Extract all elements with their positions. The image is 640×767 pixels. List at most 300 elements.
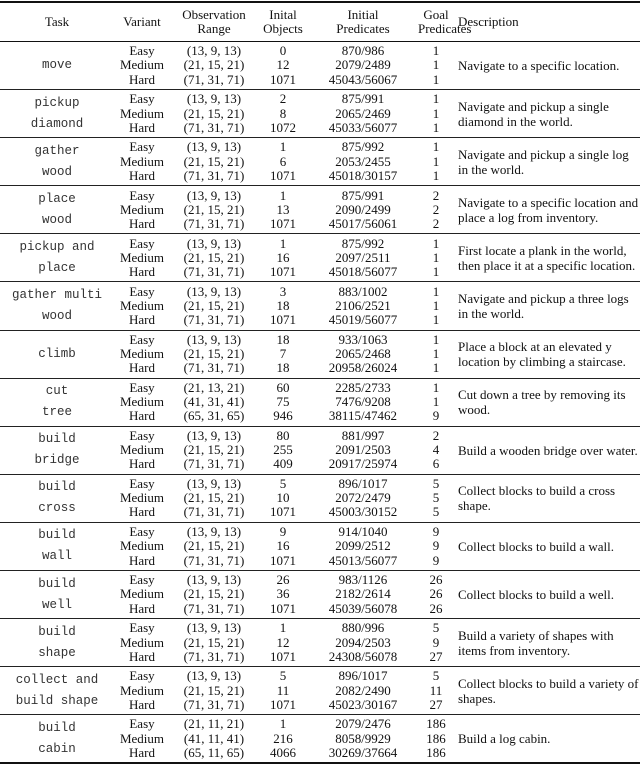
goal-predicates-cell: [418, 667, 454, 715]
initial-predicates-value: 875/991: [341, 91, 385, 107]
description-cell: Build a variety of shapes with items from inventory.: [458, 627, 614, 658]
observation-range-value: (71, 31, 71): [183, 119, 245, 135]
header-line: Predicates: [418, 21, 472, 36]
initial-objects-cell: [258, 234, 308, 282]
initial-predicates-cell: [308, 426, 418, 474]
goal-predicates-value: 2: [432, 201, 440, 217]
initial-predicates-value: 2065/2468: [335, 346, 391, 361]
task-cell: [0, 522, 114, 570]
initial-predicates-cell: [308, 186, 418, 234]
task-cell: [0, 282, 114, 330]
initial-predicates-value: 883/1002: [338, 283, 388, 299]
table-row: [0, 330, 640, 378]
variant-label: Hard: [129, 264, 155, 280]
initial-objects-value: 1071: [270, 600, 296, 616]
initial-objects-value: 1: [279, 620, 287, 636]
observation-range-cell: [170, 667, 258, 715]
header-row: [0, 2, 640, 42]
goal-predicates-cell: [418, 138, 454, 186]
description-cell: First locate a plank in the world, then place it at a specific location.: [458, 242, 636, 273]
variant-label: Medium: [119, 634, 165, 650]
observation-range-value: (13, 9, 13): [186, 668, 242, 684]
initial-predicates-value: 45018/30157: [328, 167, 398, 183]
goal-predicates-value: 1: [432, 153, 440, 169]
initial-predicates-value: 2285/2733: [335, 379, 391, 395]
initial-predicates-cell: [308, 474, 418, 522]
variant-label: Medium: [119, 346, 165, 361]
table-row: [0, 619, 640, 667]
initial-predicates-value: 2099/2512: [335, 538, 391, 554]
variant-label: Hard: [129, 504, 155, 520]
initial-predicates-cell: [308, 138, 418, 186]
task-cell: [0, 571, 114, 619]
task-cell: [0, 619, 114, 667]
observation-range-cell: [170, 474, 258, 522]
goal-predicates-value: 1: [432, 105, 440, 121]
task-cell: [0, 667, 114, 715]
observation-range-cell: [170, 138, 258, 186]
variant-label: Medium: [119, 682, 165, 698]
initial-predicates-value: 7476/9208: [335, 394, 391, 410]
goal-predicates-value: 26: [429, 600, 443, 616]
header-line: Observation: [182, 7, 246, 22]
variant-label: Easy: [129, 283, 155, 299]
goal-predicates-value: 1: [432, 394, 440, 410]
initial-objects-value: 1072: [270, 119, 296, 135]
variant-label: Medium: [119, 586, 165, 602]
initial-predicates-value: 881/997: [341, 427, 385, 443]
observation-range-value: (41, 11, 41): [183, 730, 245, 746]
initial-objects-value: 1071: [270, 167, 296, 183]
table-row: [0, 378, 640, 426]
initial-objects-value: 5: [279, 668, 287, 684]
table-row: [0, 522, 640, 570]
observation-range-value: (21, 15, 21): [183, 346, 245, 361]
initial-predicates-value: 2079/2489: [335, 57, 391, 73]
variant-label: Easy: [129, 43, 155, 59]
initial-objects-cell: [258, 186, 308, 234]
variant-label: Medium: [119, 490, 165, 506]
variant-label: Hard: [129, 744, 155, 760]
variant-label: Medium: [119, 249, 165, 265]
goal-predicates-cell: [418, 186, 454, 234]
variant-label: Hard: [129, 648, 155, 664]
initial-predicates-cell: [308, 330, 418, 378]
task-name-line: build: [38, 528, 76, 543]
goal-predicates-value: 1: [432, 249, 440, 265]
task-name-line: build shape: [15, 693, 99, 708]
variant-label: Medium: [119, 730, 165, 746]
observation-range-cell: [170, 522, 258, 570]
initial-objects-value: 18: [276, 331, 290, 347]
description-cell: Navigate and pickup a three logs in the world.: [458, 291, 629, 322]
initial-predicates-value: 45003/30152: [328, 504, 398, 520]
observation-range-value: (21, 15, 21): [183, 538, 245, 554]
task-name-line: collect and: [15, 672, 99, 687]
variant-label: Medium: [119, 442, 165, 458]
task-table: [0, 1, 640, 764]
goal-predicates-value: 1: [432, 346, 440, 361]
variant-label: Hard: [129, 119, 155, 135]
goal-predicates-cell: [418, 715, 454, 763]
initial-predicates-value: 38115/47462: [328, 408, 398, 424]
initial-objects-value: 1: [279, 187, 287, 203]
initial-predicates-cell: [308, 715, 418, 763]
header-line: Range: [197, 21, 231, 36]
task-name-line: bridge: [34, 453, 80, 468]
header-line: Goal: [423, 7, 449, 22]
initial-predicates-value: 875/992: [341, 235, 385, 251]
header-goal-predicates: [418, 2, 472, 42]
initial-objects-value: 26: [276, 572, 290, 588]
initial-predicates-value: 45017/56061: [328, 215, 398, 231]
table-row: [0, 90, 640, 138]
initial-objects-value: 409: [273, 456, 293, 472]
variant-cell: [114, 186, 170, 234]
goal-predicates-value: 1: [432, 235, 440, 251]
initial-predicates-value: 24308/56078: [328, 648, 398, 664]
task-name-line: cut: [45, 384, 69, 399]
observation-range-value: (71, 31, 71): [183, 456, 245, 472]
variant-label: Medium: [119, 57, 165, 73]
initial-objects-value: 1071: [270, 552, 296, 568]
task-name-line: move: [41, 58, 72, 73]
variant-label: Hard: [129, 408, 155, 424]
initial-predicates-value: 875/991: [341, 187, 385, 203]
task-name-line: build: [38, 480, 76, 495]
header-initial-predicates: [308, 2, 418, 42]
task-name-line: wall: [41, 549, 72, 564]
initial-predicates-cell: [308, 90, 418, 138]
task-cell: [0, 426, 114, 474]
header-variant: Variant: [123, 14, 161, 29]
task-cell: [0, 234, 114, 282]
initial-objects-value: 12: [276, 57, 290, 73]
initial-objects-value: 1071: [270, 648, 296, 664]
initial-objects-value: 6: [279, 153, 287, 169]
table-row: [0, 667, 640, 715]
header-description: Description: [458, 14, 519, 29]
observation-range-value: (41, 31, 41): [183, 394, 245, 410]
variant-label: Easy: [129, 91, 155, 107]
observation-range-value: (71, 31, 71): [183, 648, 245, 664]
variant-cell: [114, 378, 170, 426]
description-cell: Navigate to a specific location.: [458, 58, 620, 74]
goal-predicates-value: 5: [432, 490, 440, 506]
goal-predicates-value: 27: [429, 648, 443, 664]
table-row: [0, 426, 640, 474]
goal-predicates-value: 2: [432, 215, 440, 231]
initial-objects-value: 1071: [270, 312, 296, 328]
initial-predicates-cell: [308, 234, 418, 282]
initial-objects-value: 8: [279, 105, 287, 121]
initial-objects-value: 1: [279, 139, 287, 155]
observation-range-cell: [170, 426, 258, 474]
goal-predicates-value: 1: [432, 57, 440, 73]
variant-label: Easy: [129, 620, 155, 636]
initial-predicates-cell: [308, 667, 418, 715]
variant-cell: [114, 234, 170, 282]
initial-objects-cell: [258, 715, 308, 763]
description-cell: Collect blocks to build a cross shape.: [458, 483, 616, 514]
goal-predicates-value: 1: [432, 119, 440, 135]
variant-label: Easy: [129, 572, 155, 588]
header-observation-range: [170, 2, 258, 42]
description-cell: Collect blocks to build a wall.: [458, 538, 614, 554]
initial-objects-cell: [258, 330, 308, 378]
goal-predicates-value: 1: [432, 331, 440, 347]
description-cell: Collect blocks to build a well.: [458, 587, 614, 603]
variant-label: Hard: [129, 552, 155, 568]
observation-range-cell: [170, 42, 258, 90]
task-name-line: climb: [38, 346, 76, 361]
variant-cell: [114, 619, 170, 667]
goal-predicates-value: 9: [432, 552, 440, 568]
initial-predicates-value: 30269/37664: [328, 744, 398, 760]
variant-cell: [114, 282, 170, 330]
initial-predicates-value: 2079/2476: [335, 716, 391, 732]
observation-range-cell: [170, 234, 258, 282]
goal-predicates-cell: [418, 90, 454, 138]
initial-objects-value: 1071: [270, 504, 296, 520]
observation-range-value: (71, 31, 71): [183, 552, 245, 568]
observation-range-cell: [170, 186, 258, 234]
header-task: Task: [44, 14, 70, 29]
goal-predicates-cell: [418, 234, 454, 282]
table-row: [0, 571, 640, 619]
observation-range-value: (21, 15, 21): [183, 490, 245, 506]
task-name-line: wood: [41, 309, 72, 324]
variant-cell: [114, 522, 170, 570]
variant-label: Medium: [119, 394, 165, 410]
observation-range-value: (13, 9, 13): [186, 524, 242, 540]
initial-objects-value: 946: [273, 408, 293, 424]
observation-range-cell: [170, 330, 258, 378]
variant-cell: [114, 90, 170, 138]
initial-objects-value: 1071: [270, 696, 296, 712]
task-cell: [0, 474, 114, 522]
task-name-line: cross: [38, 501, 76, 516]
initial-predicates-value: 870/986: [341, 43, 385, 59]
goal-predicates-value: 6: [432, 456, 440, 472]
observation-range-value: (65, 11, 65): [183, 744, 245, 760]
variant-label: Medium: [119, 297, 165, 313]
initial-objects-value: 1: [279, 716, 287, 732]
goal-predicates-value: 1: [432, 379, 440, 395]
goal-predicates-value: 186: [426, 716, 446, 732]
initial-predicates-value: 2065/2469: [335, 105, 391, 121]
initial-objects-value: 75: [276, 394, 290, 410]
initial-predicates-value: 875/992: [341, 139, 385, 155]
observation-range-value: (13, 9, 13): [186, 476, 242, 492]
task-cell: [0, 42, 114, 90]
task-name-line: gather: [34, 143, 80, 158]
description-cell: Build a wooden bridge over water.: [458, 442, 638, 458]
initial-objects-value: 255: [273, 442, 293, 458]
observation-range-value: (21, 15, 21): [183, 586, 245, 602]
goal-predicates-cell: [418, 619, 454, 667]
description-cell: Navigate and pickup a single diamond in the world.: [458, 98, 609, 129]
task-name-line: build: [38, 624, 76, 639]
description-cell: Navigate and pickup a single log in the world.: [458, 146, 629, 177]
task-name-line: gather multi: [11, 288, 102, 303]
header-line: Inital: [269, 7, 297, 22]
goal-predicates-value: 1: [432, 71, 440, 87]
goal-predicates-cell: [418, 474, 454, 522]
initial-objects-value: 1071: [270, 71, 296, 87]
observation-range-value: (71, 31, 71): [183, 264, 245, 280]
initial-predicates-value: 880/996: [341, 620, 385, 636]
initial-predicates-value: 983/1126: [338, 572, 388, 588]
variant-cell: [114, 571, 170, 619]
task-cell: [0, 138, 114, 186]
table-body: [0, 42, 640, 763]
table-row: [0, 474, 640, 522]
header-line: Predicates: [336, 21, 390, 36]
initial-objects-value: 80: [276, 427, 290, 443]
goal-predicates-value: 26: [429, 572, 443, 588]
goal-predicates-value: 9: [432, 408, 440, 424]
goal-predicates-value: 27: [429, 696, 443, 712]
goal-predicates-value: 1: [432, 360, 440, 376]
initial-objects-value: 12: [276, 634, 290, 650]
table-row: [0, 234, 640, 282]
observation-range-value: (71, 31, 71): [183, 360, 245, 376]
observation-range-value: (21, 15, 21): [183, 153, 245, 169]
variant-label: Hard: [129, 215, 155, 231]
goal-predicates-value: 186: [426, 730, 446, 746]
table-row: [0, 138, 640, 186]
task-name-line: build: [38, 432, 76, 447]
observation-range-cell: [170, 282, 258, 330]
initial-predicates-value: 45023/30167: [328, 696, 398, 712]
variant-label: Easy: [129, 379, 155, 395]
task-cell: [0, 90, 114, 138]
table-row: [0, 282, 640, 330]
initial-objects-value: 1: [279, 235, 287, 251]
variant-label: Easy: [129, 524, 155, 540]
variant-label: Easy: [129, 235, 155, 251]
initial-predicates-cell: [308, 571, 418, 619]
observation-range-value: (71, 31, 71): [183, 504, 245, 520]
observation-range-value: (21, 15, 21): [183, 57, 245, 73]
variant-label: Easy: [129, 139, 155, 155]
header-line: Initial: [347, 7, 379, 22]
goal-predicates-value: 1: [432, 139, 440, 155]
initial-objects-cell: [258, 474, 308, 522]
initial-predicates-value: 914/1040: [338, 524, 388, 540]
task-name-line: wood: [41, 212, 72, 227]
goal-predicates-cell: [418, 378, 454, 426]
goal-predicates-value: 1: [432, 43, 440, 59]
initial-predicates-value: 45043/56067: [328, 71, 398, 87]
goal-predicates-value: 9: [432, 524, 440, 540]
observation-range-value: (21, 15, 21): [183, 682, 245, 698]
observation-range-cell: [170, 715, 258, 763]
goal-predicates-value: 2: [432, 187, 440, 203]
observation-range-value: (13, 9, 13): [186, 235, 242, 251]
observation-range-value: (71, 31, 71): [183, 71, 245, 87]
goal-predicates-value: 5: [432, 620, 440, 636]
description-cell: Collect blocks to build a variety of shapes.: [458, 675, 639, 706]
observation-range-cell: [170, 90, 258, 138]
observation-range-value: (21, 15, 21): [183, 297, 245, 313]
task-name-line: pickup and: [19, 239, 95, 254]
observation-range-cell: [170, 378, 258, 426]
initial-objects-value: 2: [279, 91, 287, 107]
task-cell: [0, 186, 114, 234]
table-row: [0, 186, 640, 234]
variant-label: Hard: [129, 600, 155, 616]
initial-predicates-value: 20958/26024: [328, 360, 398, 376]
variant-label: Hard: [129, 696, 155, 712]
variant-label: Easy: [129, 716, 155, 732]
initial-objects-value: 1071: [270, 215, 296, 231]
variant-label: Easy: [129, 668, 155, 684]
observation-range-value: (71, 31, 71): [183, 215, 245, 231]
initial-predicates-value: 2091/2503: [335, 442, 391, 458]
variant-label: Easy: [129, 427, 155, 443]
observation-range-value: (21, 15, 21): [183, 105, 245, 121]
goal-predicates-value: 186: [426, 744, 446, 760]
initial-objects-value: 216: [273, 730, 293, 746]
initial-objects-value: 11: [276, 682, 290, 698]
initial-objects-cell: [258, 619, 308, 667]
initial-predicates-cell: [308, 42, 418, 90]
task-cell: [0, 330, 114, 378]
observation-range-cell: [170, 619, 258, 667]
initial-predicates-value: 2182/2614: [335, 586, 391, 602]
observation-range-value: (13, 9, 13): [186, 91, 242, 107]
goal-predicates-value: 11: [429, 682, 443, 698]
variant-cell: [114, 474, 170, 522]
task-name-line: shape: [38, 645, 76, 660]
initial-objects-value: 1071: [270, 264, 296, 280]
initial-predicates-cell: [308, 282, 418, 330]
observation-range-value: (71, 31, 71): [183, 312, 245, 328]
observation-range-value: (71, 31, 71): [183, 600, 245, 616]
goal-predicates-value: 5: [432, 476, 440, 492]
header-initial-objects: [258, 2, 308, 42]
initial-objects-cell: [258, 667, 308, 715]
initial-predicates-value: 2094/2503: [335, 634, 391, 650]
initial-predicates-value: 45013/56077: [328, 552, 398, 568]
observation-range-value: (21, 15, 21): [183, 201, 245, 217]
variant-cell: [114, 715, 170, 763]
initial-predicates-value: 8058/9929: [335, 730, 391, 746]
task-name-line: place: [38, 191, 76, 206]
observation-range-value: (13, 9, 13): [186, 139, 242, 155]
initial-objects-cell: [258, 138, 308, 186]
description-cell: Place a block at an elevated y location by climbing a staircase.: [458, 339, 626, 370]
initial-objects-cell: [258, 378, 308, 426]
task-name-line: wood: [41, 164, 72, 179]
initial-predicates-value: 2090/2499: [335, 201, 391, 217]
initial-objects-cell: [258, 571, 308, 619]
observation-range-value: (13, 9, 13): [186, 572, 242, 588]
initial-predicates-cell: [308, 522, 418, 570]
variant-label: Medium: [119, 538, 165, 554]
observation-range-value: (13, 9, 13): [186, 283, 242, 299]
table-row: [0, 715, 640, 763]
initial-predicates-value: 45039/56078: [328, 600, 398, 616]
initial-objects-value: 4066: [270, 744, 296, 760]
goal-predicates-value: 1: [432, 297, 440, 313]
task-name-line: place: [38, 260, 76, 275]
initial-objects-cell: [258, 282, 308, 330]
variant-label: Hard: [129, 456, 155, 472]
initial-predicates-value: 896/1017: [338, 668, 388, 684]
